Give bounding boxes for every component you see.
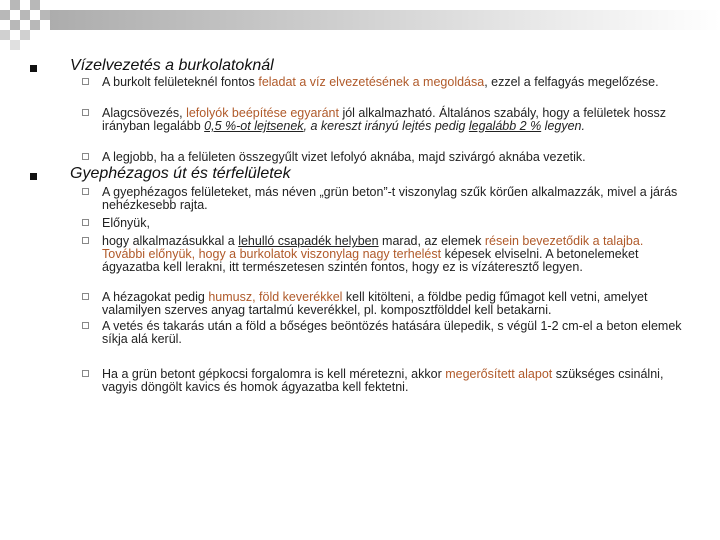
text-run: A gyephézagos felületeket, más néven „grün beton”-t viszonylag szűk körűen alkalmazzák, mivel a járás nehézkesebb rajta. — [102, 185, 678, 212]
list-item-text — [102, 107, 682, 133]
text-run: megerősített alapot — [445, 367, 553, 381]
text-run: kell kitölteni, a földbe pedig fűmagot kell vetni, amelyet valamilyen szerves anyag tartalmú keverékkel, pl. komposztfölddel kell betakarni. — [102, 290, 648, 317]
checkbox-bullet-icon — [82, 78, 89, 85]
square-bullet-icon — [30, 65, 37, 72]
text-run: jól alkalmazható. Általános szabály, hogy a felületek hossz irányban legalább — [102, 106, 667, 133]
section-title: Vízelvezetés a burkolatoknál — [70, 57, 274, 74]
text-run: A hézagokat pedig — [102, 290, 209, 304]
text-run: lehulló csapadék helyben — [238, 234, 379, 248]
list-item-text — [102, 235, 682, 274]
section-title: Gyephézagos út és térfelületek — [70, 165, 291, 182]
list-item-text — [102, 291, 682, 317]
checkbox-bullet-icon — [82, 219, 89, 226]
text-run: humusz, föld keverékkel — [208, 290, 343, 304]
text-run: szükséges csinálni, vagyis döngölt kavics és homok ágyazatba kell fektetni. — [102, 367, 664, 394]
list-item-text — [102, 217, 682, 230]
text-run: legalább 2 % — [468, 119, 542, 133]
checkbox-bullet-icon — [82, 188, 89, 195]
text-run: 0,5 %-ot lejtsenek — [204, 119, 304, 133]
text-run: képesek elviselni. A betonelemeket ágyazatba kell lerakni, itt természetesen szintén fontos, hogy ez is vízáteresztő legyen. — [102, 247, 639, 274]
checker-pattern-logo — [0, 0, 50, 50]
text-run: Ha a grün betont gépkocsi forgalomra is kell méretezni, akkor — [102, 367, 446, 381]
list-item-text — [102, 368, 682, 394]
checkbox-bullet-icon — [82, 370, 89, 377]
text-run: A legjobb, ha a felületen összegyűlt vizet lefolyó aknába, majd szivárgó aknába vezetik. — [102, 150, 586, 164]
text-run: A burkolt felületeknél fontos — [102, 75, 259, 89]
header-gradient-bar — [30, 10, 720, 30]
text-run: lefolyók beépítése egyaránt — [186, 106, 339, 120]
text-run: résein bevezetődik a talajba. További előnyük, hogy a burkolatok viszonylag nagy terhelést — [102, 234, 644, 261]
text-run: , ezzel a felfagyás megelőzése. — [484, 75, 659, 89]
text-run: hogy alkalmazásukkal a — [102, 234, 239, 248]
square-bullet-icon — [30, 173, 37, 180]
text-run: A vetés és takarás után a föld a bőséges beöntözés hatására ülepedik, s végül 1-2 cm-el a beton elemek síkja alá kerül. — [102, 319, 682, 346]
text-run: Előnyük, — [102, 216, 150, 230]
list-item-text — [102, 186, 682, 212]
text-run: , a kereszt irányú lejtés pedig — [303, 119, 469, 133]
text-run: Alagcsövezés, — [102, 106, 187, 120]
checkbox-bullet-icon — [82, 293, 89, 300]
checkbox-bullet-icon — [82, 237, 89, 244]
text-run: feladat a víz elvezetésének a megoldása — [258, 75, 485, 89]
checkbox-bullet-icon — [82, 109, 89, 116]
list-item-text — [102, 151, 682, 164]
checkbox-bullet-icon — [82, 322, 89, 329]
text-run: legyen. — [541, 119, 585, 133]
checkbox-bullet-icon — [82, 153, 89, 160]
list-item-text — [102, 320, 682, 346]
list-item-text — [102, 76, 682, 89]
text-run: marad, az elemek — [378, 234, 485, 248]
